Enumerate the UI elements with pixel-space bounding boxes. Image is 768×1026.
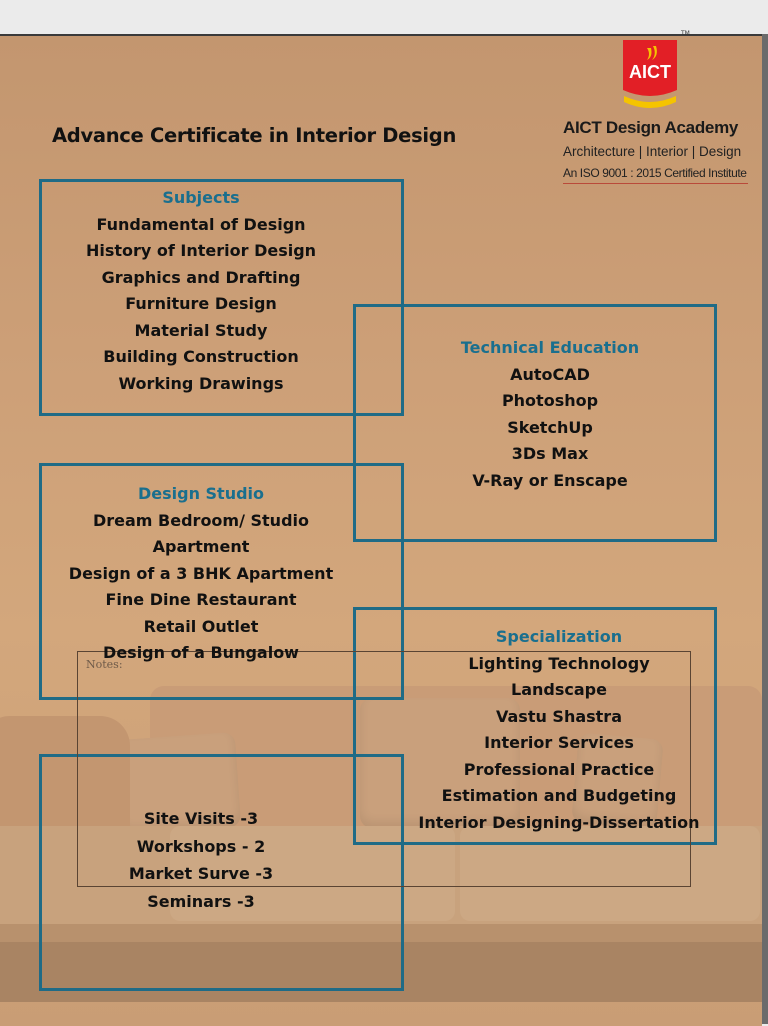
technical-item: V-Ray or Enscape — [472, 470, 628, 490]
academy-tagline: Architecture | Interior | Design — [563, 144, 742, 159]
subject-item: Working Drawings — [118, 373, 284, 393]
trademark-mark: TM — [681, 30, 690, 37]
specialization-item: Vastu Shastra — [495, 706, 622, 726]
academy-iso-certification: An ISO 9001 : 2015 Certified Institute — [563, 166, 748, 184]
subject-item: Building Construction — [103, 347, 299, 366]
technical-item: 3Ds Max — [511, 444, 589, 463]
technical-section — [356, 335, 744, 494]
studio-heading: Design Studio — [137, 484, 265, 503]
studio-item: Fine Dine Restaurant — [105, 590, 297, 609]
specialization-item: Lighting Technology — [468, 653, 650, 673]
subject-item: Furniture Design — [125, 294, 277, 313]
specialization-section — [356, 624, 762, 836]
studio-item: Dream Bedroom/ Studio — [92, 510, 309, 530]
subject-item: History of Interior Design — [85, 241, 317, 260]
subject-item: Material Study — [134, 320, 268, 340]
activity-item: Site Visits -3 — [143, 809, 259, 828]
activities-section — [42, 805, 360, 915]
studio-item: Retail Outlet — [143, 616, 259, 636]
notes-label: Notes: — [86, 658, 123, 671]
technical-item: Photoshop — [501, 391, 599, 410]
page-edge-shadow — [762, 34, 768, 1024]
specialization-item: Interior Services — [484, 733, 634, 752]
page-title: Advance Certificate in Interior Design — [52, 124, 457, 147]
specialization-item: Interior Designing-Dissertation — [418, 812, 700, 832]
technical-item: SketchUp — [507, 417, 593, 437]
academy-name: AICT Design Academy — [563, 118, 739, 137]
specialization-item: Landscape — [511, 680, 607, 699]
studio-item: Design of a Bungalow — [103, 643, 299, 662]
specialization-heading: Specialization — [495, 627, 623, 646]
activity-item: Workshops - 2 — [136, 836, 266, 856]
subject-item: Fundamental of Design — [96, 214, 306, 234]
activity-item: Seminars -3 — [147, 891, 255, 911]
viewer-top-bar — [0, 0, 768, 34]
specialization-item: Estimation and Budgeting — [441, 786, 677, 805]
studio-section — [42, 481, 360, 667]
studio-item: Design of a 3 BHK Apartment — [68, 563, 334, 583]
subject-item: Graphics and Drafting — [101, 267, 301, 287]
svg-text:AICT: AICT — [629, 62, 671, 82]
technical-item: AutoCAD — [510, 364, 590, 384]
specialization-item: Professional Practice — [463, 759, 655, 779]
subjects-section — [42, 185, 360, 397]
subjects-heading: Subjects — [162, 188, 240, 207]
aict-logo — [621, 38, 679, 110]
activity-item: Market Surve -3 — [128, 864, 274, 883]
studio-item: Apartment — [152, 537, 250, 556]
technical-heading: Technical Education — [460, 338, 640, 357]
